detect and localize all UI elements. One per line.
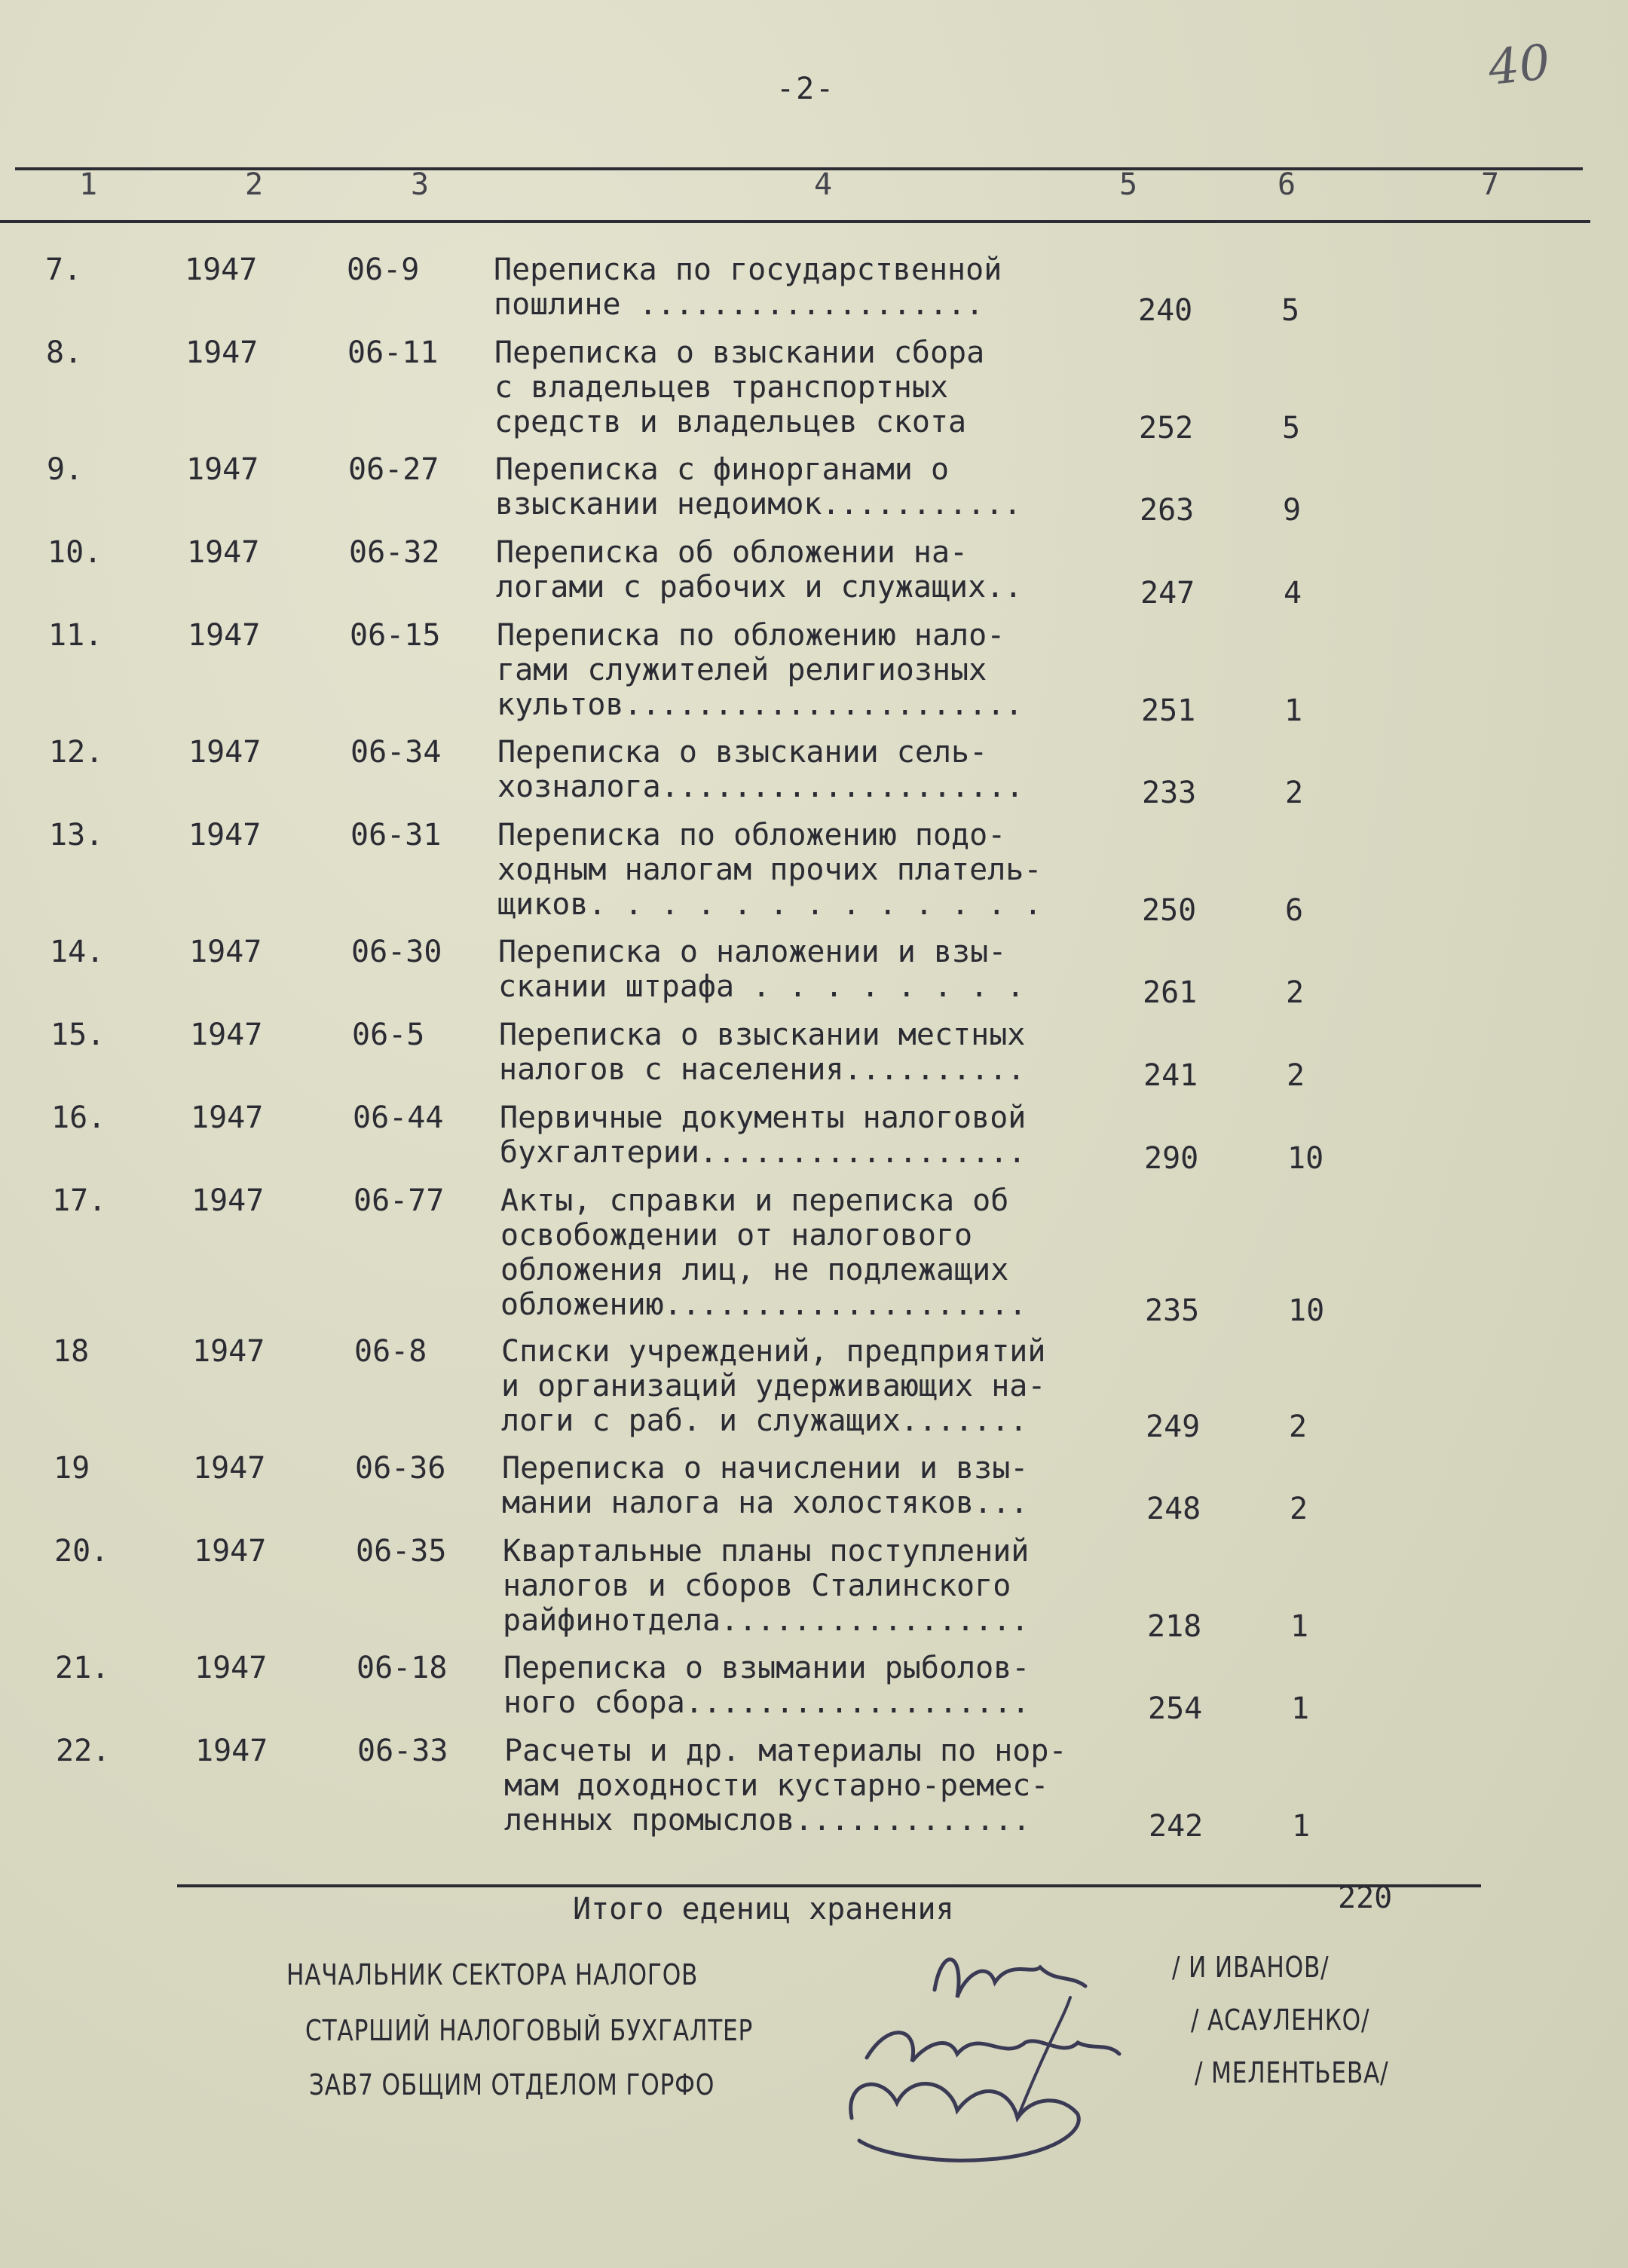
row-year: 1947 xyxy=(186,452,259,487)
row-index-code: 06-11 xyxy=(347,335,439,370)
signature-title-3: ЗАВ7 ОБЩИМ ОТДЕЛОМ ГОРФО xyxy=(309,2068,715,2101)
description-line: Переписка о наложении и взы- xyxy=(498,935,1007,969)
handwritten-signatures xyxy=(837,1930,1153,2178)
row-count: 9 xyxy=(1283,493,1302,528)
row-year: 1947 xyxy=(188,618,261,653)
row-description xyxy=(496,535,1022,604)
row-description xyxy=(500,1183,1027,1322)
row-number: 21. xyxy=(55,1651,110,1685)
row-count: 2 xyxy=(1285,776,1304,810)
row-number: 18 xyxy=(53,1334,90,1369)
row-count: 2 xyxy=(1290,1492,1308,1526)
description-line: ленных промыслов............. xyxy=(504,1803,1031,1838)
row-index-code: 06-44 xyxy=(353,1100,444,1135)
row-year: 1947 xyxy=(190,1018,263,1052)
row-index-code: 06-27 xyxy=(348,452,439,487)
description-line: Переписка о взымании рыболов- xyxy=(503,1651,1030,1685)
description-line: культов...................... xyxy=(497,687,1024,722)
description-line: райфинотдела................. xyxy=(503,1603,1030,1638)
row-sheets: 233 xyxy=(1142,776,1197,810)
row-sheets: 249 xyxy=(1146,1409,1201,1444)
row-description xyxy=(501,1334,1045,1438)
total-rule xyxy=(177,1884,1481,1887)
description-line: Расчеты и др. материалы по нор- xyxy=(504,1734,1067,1768)
row-index-code: 06-5 xyxy=(352,1018,425,1052)
description-line: Переписка об обложении на- xyxy=(496,535,969,570)
row-description xyxy=(500,1100,1026,1170)
row-sheets: 250 xyxy=(1142,893,1197,928)
row-count: 2 xyxy=(1289,1409,1308,1444)
row-sheets: 251 xyxy=(1141,693,1196,728)
description-line: Акты, справки и переписка об xyxy=(500,1183,1009,1218)
row-count: 6 xyxy=(1285,893,1304,928)
row-description xyxy=(504,1734,1067,1838)
description-line: ного сбора................... xyxy=(503,1685,1030,1720)
row-year: 1947 xyxy=(194,1534,267,1569)
description-line: логи с раб. и служащих....... xyxy=(501,1403,1028,1438)
row-sheets: 247 xyxy=(1140,576,1195,611)
row-description xyxy=(503,1651,1030,1720)
column-header-1: 1 xyxy=(79,167,98,202)
row-description xyxy=(498,935,1024,1004)
row-number: 14. xyxy=(50,935,105,969)
signature-name-2: / АСАУЛЕНКО/ xyxy=(1191,2003,1370,2037)
description-line: Первичные документы налоговой xyxy=(500,1100,1027,1135)
description-line: Переписка о взыскании сель- xyxy=(497,735,988,770)
description-line: и организаций удерживающих на- xyxy=(501,1369,1046,1403)
row-index-code: 06-33 xyxy=(357,1734,448,1768)
row-index-code: 06-36 xyxy=(355,1451,446,1486)
row-sheets: 242 xyxy=(1149,1809,1204,1844)
description-line: мам доходности кустарно-ремес- xyxy=(504,1768,1049,1803)
description-line: Переписка по обложению нало- xyxy=(497,618,1005,653)
description-line: мании налога на холостяков... xyxy=(502,1486,1029,1520)
row-count: 1 xyxy=(1292,1809,1311,1844)
row-count: 1 xyxy=(1284,693,1303,728)
description-line: Переписка по обложению подо- xyxy=(497,818,1006,852)
row-number: 16. xyxy=(51,1100,106,1135)
description-line: освобождении от налогового xyxy=(500,1218,973,1253)
row-index-code: 06-77 xyxy=(353,1183,445,1218)
row-count: 5 xyxy=(1282,411,1301,445)
description-line: пошлине ................... xyxy=(494,287,984,322)
row-index-code: 06-30 xyxy=(351,935,442,969)
row-year: 1947 xyxy=(195,1734,268,1768)
row-year: 1947 xyxy=(187,535,260,570)
row-description xyxy=(497,618,1023,722)
row-number: 7. xyxy=(45,253,82,287)
column-header-6: 6 xyxy=(1278,167,1296,202)
signature-name-1: / И ИВАНОВ/ xyxy=(1172,1951,1330,1984)
column-header-4: 4 xyxy=(814,167,833,202)
column-header-7: 7 xyxy=(1481,167,1500,202)
description-line: бухгалтерии.................. xyxy=(500,1135,1027,1170)
row-sheets: 241 xyxy=(1143,1058,1198,1093)
description-line: Переписка по государственной xyxy=(494,253,1002,287)
row-sheets: 248 xyxy=(1146,1492,1201,1526)
signature-title-2: СТАРШИЙ НАЛОГОВЫЙ БУХГАЛТЕР xyxy=(305,2014,754,2047)
description-line: обложению.................... xyxy=(500,1287,1027,1322)
column-header-5: 5 xyxy=(1119,167,1138,202)
row-description xyxy=(497,818,1042,922)
page-number: -2- xyxy=(776,72,836,106)
description-line: налогов с населения.......... xyxy=(499,1052,1026,1087)
row-number: 11. xyxy=(48,618,103,653)
total-label: Итого едениц хранения xyxy=(573,1892,954,1927)
row-index-code: 06-18 xyxy=(357,1651,448,1685)
description-line: ходным налогам прочих платель- xyxy=(497,852,1042,887)
row-index-code: 06-32 xyxy=(349,535,440,570)
row-index-code: 06-34 xyxy=(350,735,442,770)
row-sheets: 235 xyxy=(1145,1293,1200,1328)
description-line: обложения лиц, не подлежащих xyxy=(500,1253,1009,1287)
row-count: 4 xyxy=(1284,576,1302,611)
row-count: 10 xyxy=(1287,1141,1324,1176)
row-year: 1947 xyxy=(188,735,262,770)
row-index-code: 06-8 xyxy=(354,1334,427,1369)
row-sheets: 240 xyxy=(1138,293,1193,328)
row-number: 22. xyxy=(56,1734,111,1768)
row-index-code: 06-31 xyxy=(350,818,442,852)
header-bottom-rule xyxy=(0,220,1590,223)
row-number: 10. xyxy=(47,535,103,570)
description-line: Квартальные планы поступлений xyxy=(503,1534,1030,1569)
description-line: щиков. . . . . . . . . . . . . xyxy=(497,887,1042,922)
description-line: Списки учреждений, предприятий xyxy=(501,1334,1046,1369)
row-description xyxy=(497,735,1024,804)
signature-title-1: НАЧАЛЬНИК СЕКТОРА НАЛОГОВ xyxy=(286,1958,699,1991)
row-count: 1 xyxy=(1290,1609,1309,1644)
description-line: Переписка о взыскании сбора xyxy=(494,335,985,370)
description-line: гами служителей религиозных xyxy=(497,653,987,687)
row-year: 1947 xyxy=(189,935,262,969)
row-count: 5 xyxy=(1281,293,1300,328)
signature-name-3: / МЕЛЕНТЬЕВА/ xyxy=(1195,2056,1389,2089)
row-year: 1947 xyxy=(192,1334,265,1369)
row-number: 8. xyxy=(46,335,83,370)
row-description xyxy=(499,1018,1025,1087)
row-description xyxy=(502,1451,1028,1520)
description-line: взыскании недоимок........... xyxy=(495,487,1022,522)
row-year: 1947 xyxy=(188,818,262,852)
total-value: 220 xyxy=(1338,1881,1393,1915)
row-number: 17. xyxy=(52,1183,107,1218)
row-count: 1 xyxy=(1291,1691,1310,1726)
description-line: средств и владельцев скота xyxy=(494,405,967,439)
row-index-code: 06-15 xyxy=(350,618,441,653)
row-count: 2 xyxy=(1286,975,1305,1010)
row-number: 19 xyxy=(54,1451,90,1486)
row-index-code: 06-9 xyxy=(347,253,420,287)
row-number: 13. xyxy=(49,818,104,852)
description-line: Переписка о начислении и взы- xyxy=(502,1451,1029,1486)
row-number: 9. xyxy=(47,452,84,487)
archive-page-number: 40 xyxy=(1486,34,1553,97)
row-number: 15. xyxy=(50,1018,106,1052)
description-line: Переписка с финорганами о xyxy=(495,452,950,487)
row-sheets: 261 xyxy=(1143,975,1198,1010)
column-header-2: 2 xyxy=(245,167,264,202)
row-year: 1947 xyxy=(193,1451,266,1486)
row-description xyxy=(494,253,1002,322)
description-line: скании штрафа . . . . . . . . xyxy=(498,969,1025,1004)
description-line: логами с рабочих и служащих.. xyxy=(496,570,1023,604)
row-sheets: 290 xyxy=(1144,1141,1199,1176)
row-year: 1947 xyxy=(191,1183,265,1218)
row-year: 1947 xyxy=(185,253,258,287)
row-count: 2 xyxy=(1287,1058,1305,1093)
row-year: 1947 xyxy=(194,1651,268,1685)
row-description xyxy=(494,335,984,439)
row-description xyxy=(503,1534,1029,1638)
row-year: 1947 xyxy=(185,335,259,370)
row-index-code: 06-35 xyxy=(356,1534,447,1569)
description-line: налогов и сборов Сталинского xyxy=(503,1569,1011,1603)
description-line: Переписка о взыскании местных xyxy=(499,1018,1026,1052)
row-count: 10 xyxy=(1288,1293,1325,1328)
row-sheets: 254 xyxy=(1148,1691,1203,1726)
row-description xyxy=(495,452,1021,522)
row-year: 1947 xyxy=(191,1100,264,1135)
description-line: с владельцев транспортных xyxy=(494,370,949,405)
row-sheets: 218 xyxy=(1147,1609,1202,1644)
description-line: хозналога.................... xyxy=(497,770,1024,804)
column-header-3: 3 xyxy=(411,167,430,202)
row-number: 12. xyxy=(49,735,104,770)
row-number: 20. xyxy=(54,1534,109,1569)
row-sheets: 252 xyxy=(1139,411,1194,445)
row-sheets: 263 xyxy=(1140,493,1195,528)
